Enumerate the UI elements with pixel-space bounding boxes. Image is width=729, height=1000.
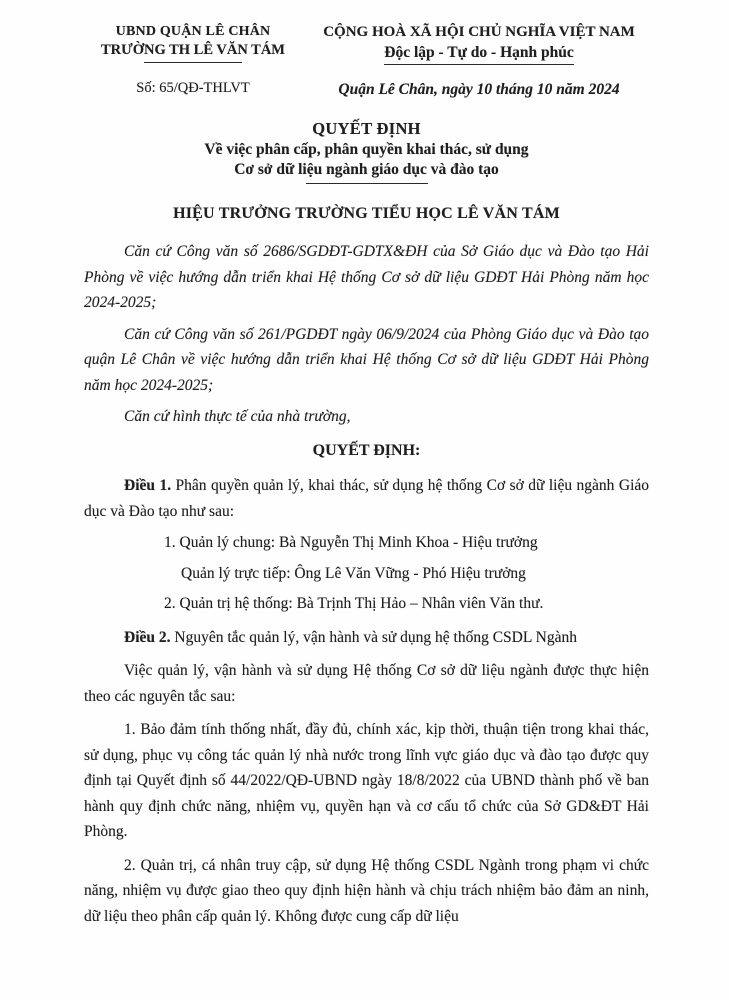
- preamble-citation-1: Căn cứ Công văn số 2686/SGDĐT-GDTX&ĐH của Sở Giáo dục và Đào tạo Hải Phòng về việc hướng dẫn triển khai Hệ thống Cơ sở dữ liệu GDĐT Hải Phòng năm học 2024-2025;: [84, 243, 649, 311]
- article-2-paragraph: [84, 625, 649, 651]
- decision-subject-line1: Về việc phân cấp, phân quyền khai thác, sử dụng: [204, 141, 529, 158]
- article-2-principle-2: 2. Quản trị, cá nhân truy cập, sử dụng Hệ thống CSDL Ngành trong phạm vi chức năng, nhiệm vụ được giao theo quy định hiện hành và chịu trách nhiệm bảo đảm an ninh, dữ liệu theo phân cấp quản lý. Không được cung cấp dữ liệu: [84, 856, 649, 925]
- document-body: [84, 239, 649, 929]
- article-2-principle-1: 1. Bảo đảm tính thống nhất, đầy đủ, chính xác, kịp thời, thuận tiện trong khai thác, sử dụng, phục vụ công tác quản lý nhà nước trong lĩnh vực giáo dục và đào tạo được quy định tại Quyết định số 44/2022/QĐ-UBND ngày 18/8/2022 của UBND thành phố về ban hành quy định chức năng, nhiệm vụ, quyền hạn và cơ cấu tổ chức của Sở GD&ĐT Hải Phòng.: [84, 721, 649, 840]
- assignment-general-manager: 1. Quản lý chung: Bà Nguyễn Thị Minh Khoa - Hiệu trưởng: [164, 534, 538, 551]
- decision-title: QUYẾT ĐỊNH: [312, 119, 421, 138]
- issuer-title: HIỆU TRƯỞNG TRƯỜNG TIỂU HỌC LÊ VĂN TÁM: [173, 205, 560, 222]
- title-block: [84, 119, 649, 223]
- document-header: [84, 24, 649, 99]
- document-number: Số: 65/QĐ-THLVT: [136, 80, 250, 96]
- assignment-system-admin: 2. Quản trị hệ thống: Bà Trịnh Thị Hảo – Nhân viên Văn thư.: [164, 595, 544, 612]
- place-and-date: Quận Lê Chân, ngày 10 tháng 10 năm 2024: [338, 81, 620, 98]
- article-1-text: Phân quyền quản lý, khai thác, sử dụng hệ thống Cơ sở dữ liệu ngành Giáo dục và Đào tạo như sau:: [84, 477, 650, 520]
- national-header-block: [309, 24, 649, 99]
- preamble-citation-2: Căn cứ Công văn số 261/PGDĐT ngày 06/9/2024 của Phòng Giáo dục và Đào tạo quận Lê Chân về việc hướng dẫn triển khai Hệ thống Cơ sở dữ liệu GDĐT Hải Phòng năm học 2024-2025;: [84, 325, 649, 394]
- article-2-text: Nguyên tắc quản lý, vận hành và sử dụng hệ thống CSDL Ngành: [170, 628, 577, 646]
- decision-subject-line2: Cơ sở dữ liệu ngành giáo dục và đào tạo: [234, 161, 499, 178]
- issuing-org-school: TRƯỜNG TH LÊ VĂN TÁM: [101, 42, 285, 58]
- article-1-label: Điều 1.: [124, 477, 172, 494]
- decision-section-heading: QUYẾT ĐỊNH:: [312, 441, 421, 459]
- national-motto: [309, 44, 649, 65]
- national-name: CỘNG HOÀ XÃ HỘI CHỦ NGHĨA VIỆT NAM: [323, 24, 635, 40]
- article-1-paragraph: [84, 473, 649, 524]
- national-motto-text: Độc lập - Tự do - Hạnh phúc: [384, 44, 573, 65]
- assignment-direct-manager: Quản lý trực tiếp: Ông Lê Văn Vững - Phó Hiệu trưởng: [181, 564, 526, 582]
- issuing-org-parent: UBND QUẬN LÊ CHÂN: [115, 24, 271, 39]
- issuing-org-block: [84, 24, 302, 97]
- preamble-citation-3: Căn cứ hình thực tế của nhà trường,: [124, 408, 351, 425]
- article-2-label: Điều 2.: [124, 628, 171, 646]
- subject-underline-rule: [306, 183, 428, 184]
- org-underline-rule: [144, 62, 242, 63]
- article-2-principles-intro: Việc quản lý, vận hành và sử dụng Hệ thống Cơ sở dữ liệu ngành được thực hiện theo các nguyên tắc sau:: [84, 662, 649, 705]
